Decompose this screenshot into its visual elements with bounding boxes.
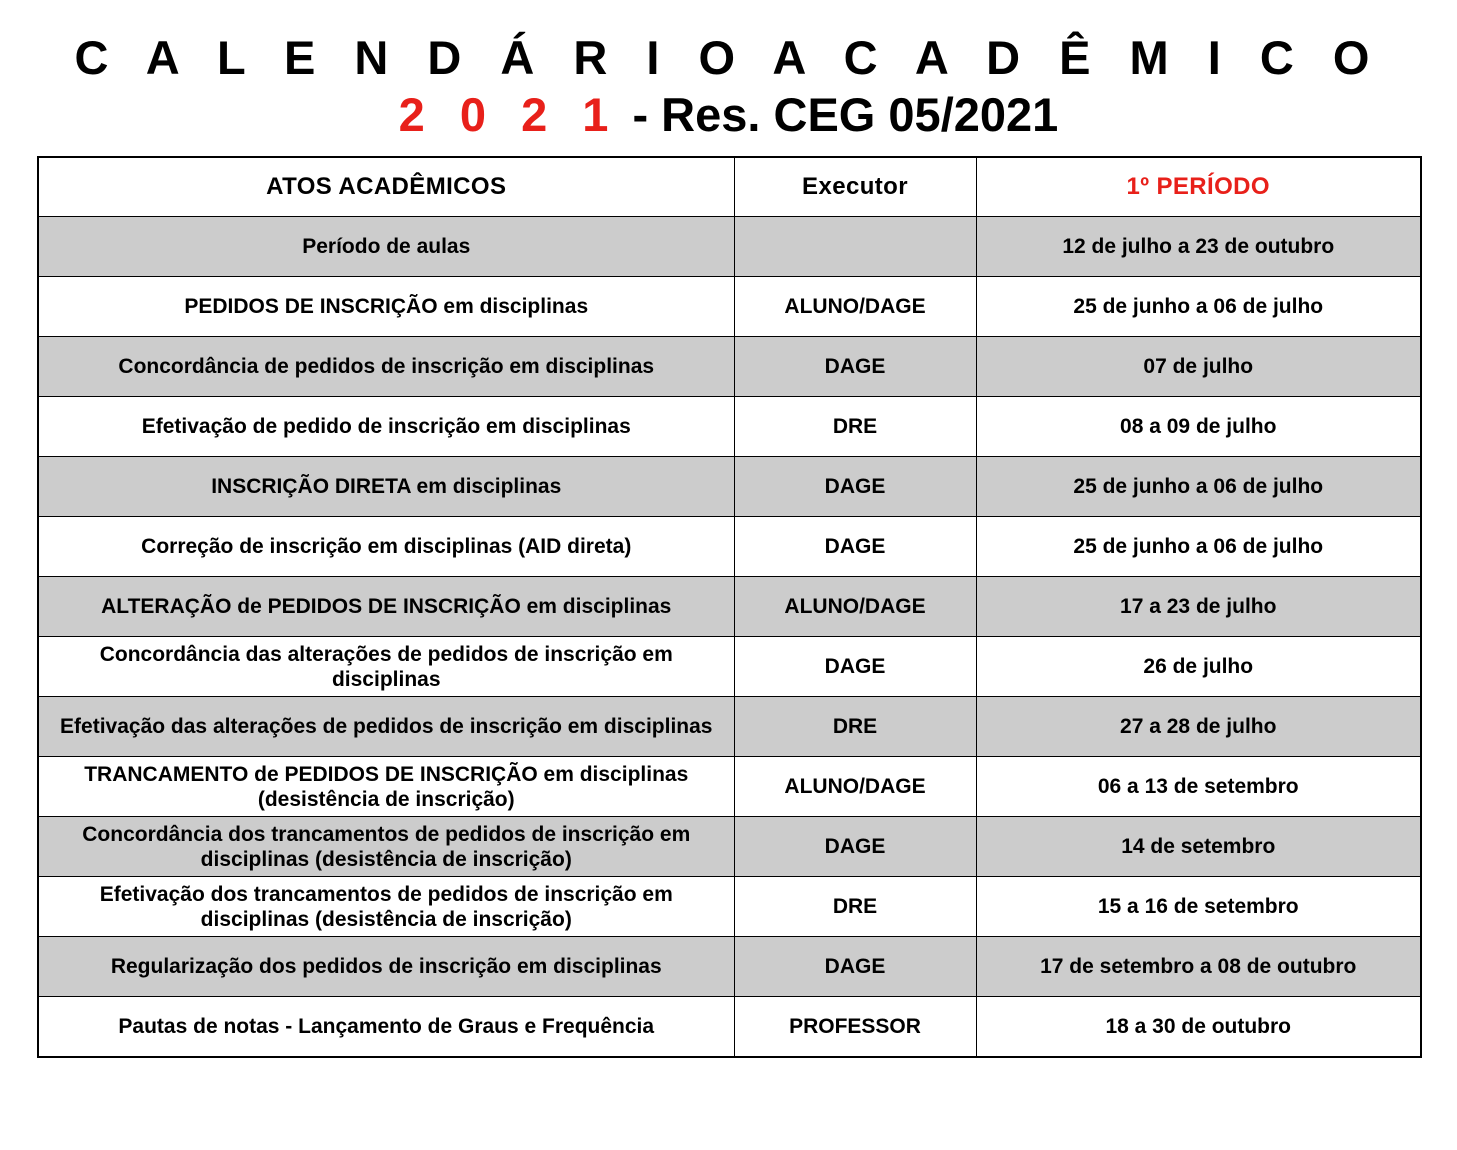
cell-ato-academico: ALTERAÇÃO de PEDIDOS DE INSCRIÇÃO em disciplinas	[38, 577, 734, 637]
cell-primeiro-periodo: 26 de julho	[976, 637, 1421, 697]
title-year: 2 0 2 1	[398, 88, 620, 142]
cell-executor: DAGE	[734, 637, 976, 697]
cell-ato-academico: Efetivação de pedido de inscrição em disciplinas	[38, 397, 734, 457]
table-body	[38, 217, 1421, 1057]
cell-primeiro-periodo: 25 de junho a 06 de julho	[976, 277, 1421, 337]
cell-executor: ALUNO/DAGE	[734, 277, 976, 337]
cell-ato-academico: TRANCAMENTO de PEDIDOS DE INSCRIÇÃO em disciplinas (desistência de inscrição)	[38, 757, 734, 817]
table-row	[38, 457, 1421, 517]
table-row	[38, 817, 1421, 877]
calendar-table-wrapper	[37, 156, 1420, 1058]
cell-ato-academico: Efetivação das alterações de pedidos de inscrição em disciplinas	[38, 697, 734, 757]
cell-executor: DAGE	[734, 817, 976, 877]
table-row	[38, 337, 1421, 397]
cell-executor: PROFESSOR	[734, 997, 976, 1057]
table-row	[38, 877, 1421, 937]
document-title-block	[0, 0, 1457, 143]
page-title: C A L E N D Á R I O A C A D Ê M I C O	[74, 31, 1383, 84]
cell-ato-academico: Efetivação dos trancamentos de pedidos de inscrição em disciplinas (desistência de inscrição)	[38, 877, 734, 937]
cell-ato-academico: Pautas de notas - Lançamento de Graus e Frequência	[38, 997, 734, 1057]
cell-primeiro-periodo: 18 a 30 de outubro	[976, 997, 1421, 1057]
column-header-atos-academicos: ATOS ACADÊMICOS	[38, 157, 734, 217]
cell-ato-academico: Concordância dos trancamentos de pedidos de inscrição em disciplinas (desistência de inscrição)	[38, 817, 734, 877]
title-resolution: - Res. CEG 05/2021	[619, 88, 1059, 142]
table-row	[38, 277, 1421, 337]
column-header-primeiro-periodo: 1º PERÍODO	[976, 157, 1421, 217]
table-row	[38, 937, 1421, 997]
table-row	[38, 517, 1421, 577]
cell-executor: DRE	[734, 877, 976, 937]
table-header	[38, 157, 1421, 217]
table-row	[38, 997, 1421, 1057]
cell-executor	[734, 217, 976, 277]
table-row	[38, 757, 1421, 817]
table-row	[38, 577, 1421, 637]
table-row	[38, 637, 1421, 697]
cell-primeiro-periodo: 17 de setembro a 08 de outubro	[976, 937, 1421, 997]
cell-primeiro-periodo: 17 a 23 de julho	[976, 577, 1421, 637]
cell-ato-academico: PEDIDOS DE INSCRIÇÃO em disciplinas	[38, 277, 734, 337]
cell-executor: DRE	[734, 697, 976, 757]
table-row	[38, 397, 1421, 457]
column-header-executor: Executor	[734, 157, 976, 217]
table-header-row	[38, 157, 1421, 217]
cell-executor: DRE	[734, 397, 976, 457]
cell-executor: ALUNO/DAGE	[734, 757, 976, 817]
cell-ato-academico: Correção de inscrição em disciplinas (AID direta)	[38, 517, 734, 577]
page-subtitle	[0, 87, 1457, 142]
cell-ato-academico: Período de aulas	[38, 217, 734, 277]
cell-executor: DAGE	[734, 337, 976, 397]
cell-ato-academico: INSCRIÇÃO DIRETA em disciplinas	[38, 457, 734, 517]
cell-primeiro-periodo: 08 a 09 de julho	[976, 397, 1421, 457]
cell-primeiro-periodo: 14 de setembro	[976, 817, 1421, 877]
cell-primeiro-periodo: 27 a 28 de julho	[976, 697, 1421, 757]
cell-ato-academico: Concordância das alterações de pedidos de inscrição em disciplinas	[38, 637, 734, 697]
table-row	[38, 217, 1421, 277]
table-row	[38, 697, 1421, 757]
cell-executor: DAGE	[734, 937, 976, 997]
cell-primeiro-periodo: 25 de junho a 06 de julho	[976, 457, 1421, 517]
cell-primeiro-periodo: 06 a 13 de setembro	[976, 757, 1421, 817]
cell-executor: ALUNO/DAGE	[734, 577, 976, 637]
cell-ato-academico: Regularização dos pedidos de inscrição em disciplinas	[38, 937, 734, 997]
cell-primeiro-periodo: 07 de julho	[976, 337, 1421, 397]
cell-primeiro-periodo: 25 de junho a 06 de julho	[976, 517, 1421, 577]
cell-executor: DAGE	[734, 457, 976, 517]
cell-primeiro-periodo: 15 a 16 de setembro	[976, 877, 1421, 937]
academic-calendar-table	[37, 156, 1422, 1058]
cell-executor: DAGE	[734, 517, 976, 577]
cell-primeiro-periodo: 12 de julho a 23 de outubro	[976, 217, 1421, 277]
cell-ato-academico: Concordância de pedidos de inscrição em disciplinas	[38, 337, 734, 397]
